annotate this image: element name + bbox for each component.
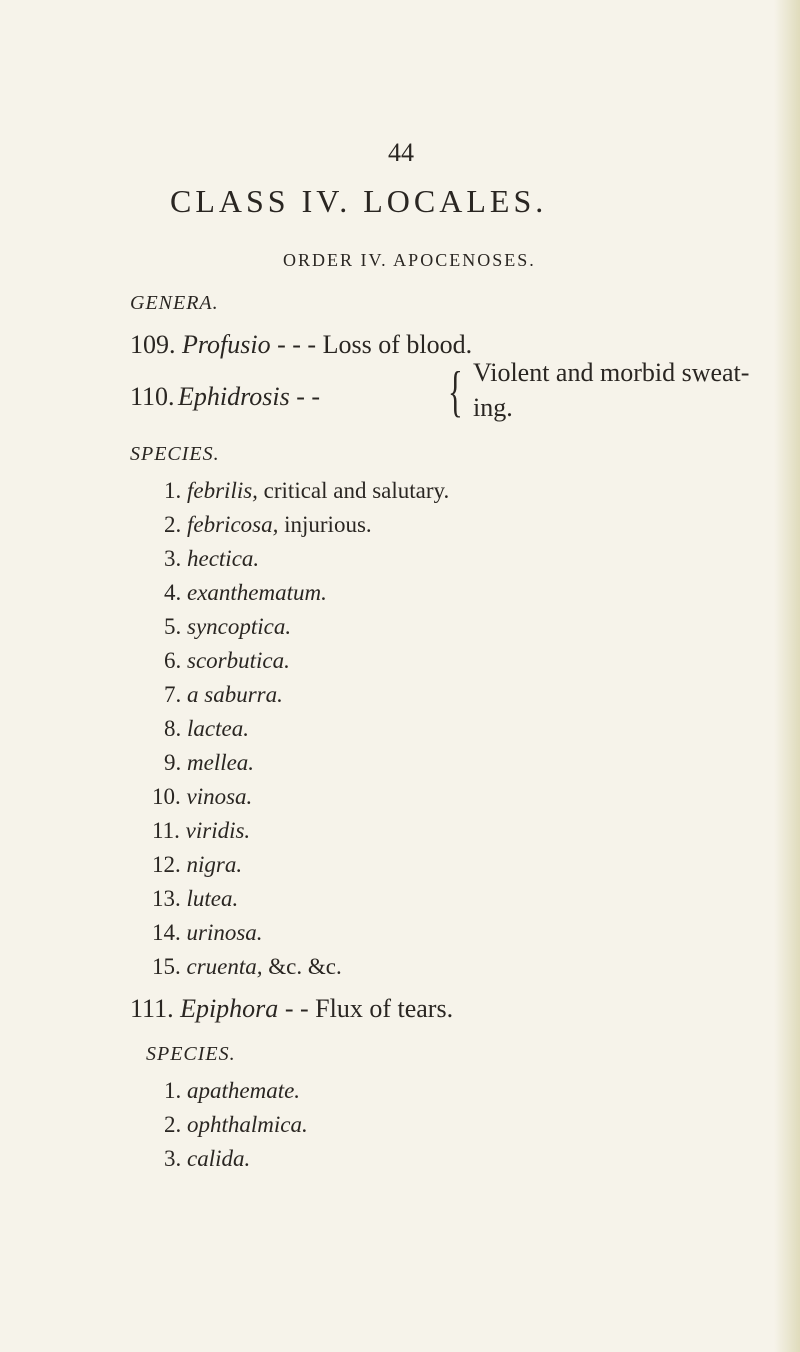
genera-heading: GENERA. xyxy=(130,292,219,314)
species-item: 2. ophthalmica. xyxy=(164,1112,308,1137)
order-title: ORDER IV. APOCENOSES. xyxy=(283,250,536,270)
page-number: 44 xyxy=(388,138,414,167)
genus-name: Epiphora xyxy=(180,994,279,1023)
genus-entry-epiphora xyxy=(130,994,453,1024)
genus-name: Profusio xyxy=(182,330,271,359)
species-item: 3. calida. xyxy=(164,1146,251,1171)
genus-definition-line2: ing. xyxy=(473,393,513,422)
genus-definition-line1: Violent and morbid sweat- xyxy=(473,358,750,387)
genus-definition: Flux of tears. xyxy=(315,994,454,1023)
species-item: 9. mellea. xyxy=(164,750,255,775)
leader-dashes: - - xyxy=(296,382,321,411)
species-heading: SPECIES. xyxy=(146,1043,236,1065)
genus-number: 109. xyxy=(130,330,176,359)
leader-dashes: - - xyxy=(284,994,309,1023)
leader-dashes: - - - xyxy=(277,330,317,359)
genus-number: 110. xyxy=(130,382,175,411)
species-item: 12. nigra. xyxy=(152,852,243,877)
species-item: 7. a saburra. xyxy=(164,682,283,707)
genus-name-ephidrosis: Ephidrosis - - xyxy=(178,382,321,411)
class-title: CLASS IV. LOCALES. xyxy=(170,183,548,219)
species-item: 10. vinosa. xyxy=(152,784,253,809)
page-edge-shade xyxy=(774,0,800,1352)
species-item: 6. scorbutica. xyxy=(164,648,290,673)
curly-brace-icon: { xyxy=(448,361,463,423)
species-item: 15. cruenta, &c. &c. xyxy=(152,954,342,979)
species-item: 3. hectica. xyxy=(164,546,260,571)
species-item: 5. syncoptica. xyxy=(164,614,292,639)
species-item: 4. exanthematum. xyxy=(164,580,327,605)
species-item: 14. urinosa. xyxy=(152,920,263,945)
species-item: 13. lutea. xyxy=(152,886,239,911)
species-item: 8. lactea. xyxy=(164,716,249,741)
species-heading: SPECIES. xyxy=(130,443,220,465)
species-item: 11. viridis. xyxy=(152,818,251,843)
genus-entry-profusio xyxy=(130,330,472,360)
genus-number: 111. xyxy=(130,994,174,1023)
genus-definition: Loss of blood. xyxy=(322,330,473,359)
species-item: 1. febrilis, critical and salutary. xyxy=(164,478,450,503)
species-item: 2. febricosa, injurious. xyxy=(164,512,372,537)
species-item: 1. apathemate. xyxy=(164,1078,301,1103)
